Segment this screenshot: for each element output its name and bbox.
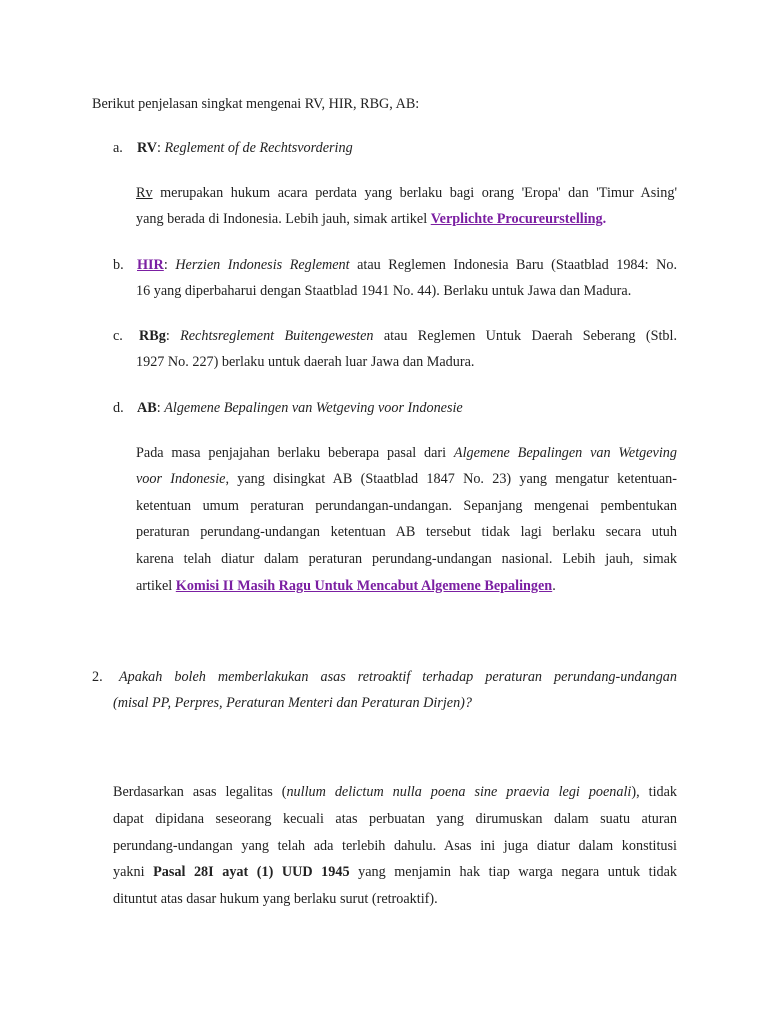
- intro-text: Berikut penjelasan singkat mengenai RV, HIR, RBG, AB:: [92, 96, 420, 112]
- list-marker: a.: [113, 140, 123, 156]
- item-full-name: Herzien Indonesis Reglement: [175, 257, 350, 273]
- answer-line: yakni Pasal 28I ayat (1) UUD 1945 yang menjamin hak tiap warga negara untuk tidak: [113, 864, 677, 880]
- item-heading: AB: Algemene Bepalingen van Wetgeving voor Indonesie: [137, 400, 463, 416]
- article-link-komisi[interactable]: Komisi II Masih Ragu Untuk Mencabut Algemene Bepalingen: [175, 578, 553, 594]
- item-full-name: Algemene Bepalingen van Wetgeving voor Indonesie: [164, 400, 463, 416]
- item-abbr: AB: [137, 400, 157, 416]
- item-abbr: RBg: [139, 328, 166, 344]
- item-desc-line: 16 yang diperbaharui dengan Staatblad 1941 No. 44). Berlaku untuk Jawa dan Madura.: [136, 283, 632, 299]
- item-desc-line: 1927 No. 227) berlaku untuk daerah luar Jawa dan Madura.: [136, 354, 475, 370]
- item-desc-line: Rv merupakan hukum acara perdata yang berlaku bagi orang 'Eropa' dan 'Timur Asing': [136, 185, 677, 201]
- item-heading: RBg: Rechtsreglement Buitengewesten atau Reglemen Untuk Daerah Seberang (Stbl.: [139, 328, 678, 344]
- list-marker: b.: [113, 257, 124, 273]
- paragraph-line: voor Indonesie, yang disingkat AB (Staatblad 1847 No. 23) yang mengatur ketentuan-: [136, 471, 677, 487]
- question-line: Apakah boleh memberlakukan asas retroaktif terhadap peraturan perundang-undangan: [119, 669, 677, 685]
- paragraph-line: peraturan perundang-undangan ketentuan AB tersebut tidak lagi berlaku secara utuh: [136, 524, 677, 540]
- answer-line: Berdasarkan asas legalitas (nullum delictum nulla poena sine praevia legi poenali), tidak: [113, 784, 678, 800]
- paragraph-line: karena telah diatur dalam peraturan perundang-undangan nasional. Lebih jauh, simak: [136, 551, 677, 567]
- list-marker: c.: [113, 328, 123, 344]
- article-link-verplichte[interactable]: Verplichte Procureurstelling: [430, 211, 603, 227]
- list-marker: d.: [113, 400, 124, 416]
- item-full-name: Reglement of de Rechtsvordering: [164, 140, 353, 156]
- answer-line: dapat dipidana seseorang kecuali atas perbuatan yang dirumuskan dalam suatu aturan: [113, 811, 677, 827]
- item-full-name: Rechtsreglement Buitengewesten: [180, 328, 374, 344]
- item-heading: RV: Reglement of de Rechtsvordering: [137, 140, 353, 156]
- answer-line: dituntut atas dasar hukum yang berlaku surut (retroaktif).: [113, 891, 438, 907]
- legal-reference: Pasal 28I ayat (1) UUD 1945: [153, 864, 350, 880]
- item-abbr: RV: [137, 140, 157, 156]
- paragraph-line: artikel Komisi II Masih Ragu Untuk Mencabut Algemene Bepalingen.: [136, 578, 556, 594]
- hir-link[interactable]: HIR: [137, 257, 164, 273]
- question-number: 2.: [92, 669, 103, 685]
- item-heading: HIR: Herzien Indonesis Reglement atau Reglemen Indonesia Baru (Staatblad 1984: No.: [137, 257, 677, 273]
- paragraph-line: ketentuan umum peraturan perundangan-undangan. Sepanjang mengenai pembentukan: [136, 498, 677, 514]
- desc-abbr: Rv: [136, 185, 153, 201]
- question-line: (misal PP, Perpres, Peraturan Menteri dan Peraturan Dirjen)?: [113, 695, 472, 711]
- paragraph-line: Pada masa penjajahan berlaku beberapa pasal dari Algemene Bepalingen van Wetgeving: [136, 445, 677, 461]
- answer-line: perundang-undangan yang telah ada terlebih dahulu. Asas ini juga diatur dalam konstitusi: [113, 838, 677, 854]
- item-desc-line: yang berada di Indonesia. Lebih jauh, simak artikel Verplichte Procureurstelling.: [136, 211, 607, 227]
